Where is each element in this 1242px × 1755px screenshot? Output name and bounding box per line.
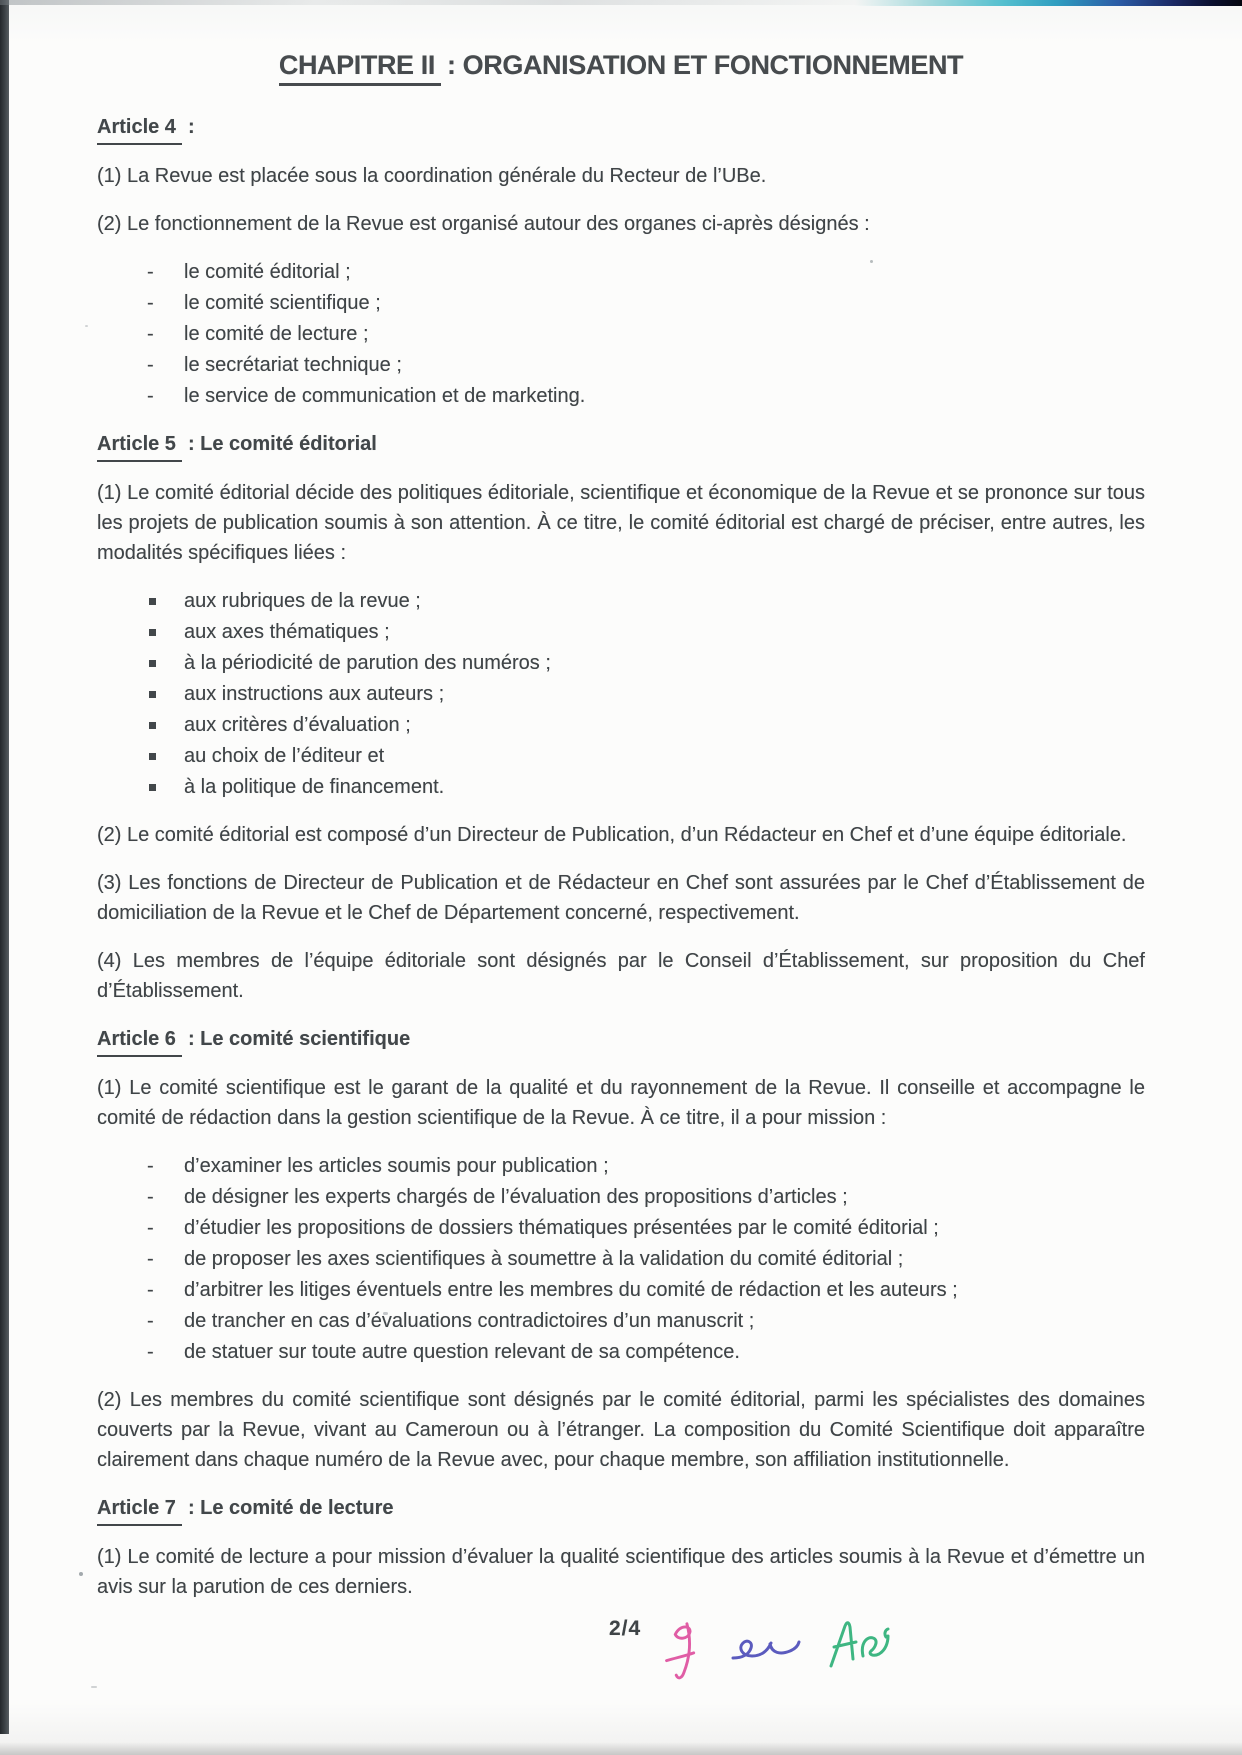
scan-speck — [79, 1572, 83, 1576]
article-4-paragraph-2: (2) Le fonctionnement de la Revue est organisé autour des organes ci-après désignés : — [97, 213, 870, 235]
chapter-title — [97, 48, 1145, 86]
article-5-list — [97, 586, 1145, 802]
article-7-heading-rest: : Le comité de lecture — [187, 1497, 394, 1519]
list-item — [97, 617, 1145, 647]
list-item-text: le secrétariat technique ; — [184, 354, 402, 376]
list-item-text: le comité scientifique ; — [184, 292, 381, 314]
chapter-title-underlined: CHAPITRE II — [279, 48, 441, 86]
list-item — [97, 381, 1145, 411]
article-6-paragraph-2: (2) Les membres du comité scientifique sont désignés par le comité éditorial, parmi les spécialistes des domaines couverts par la Revue, vivant au Cameroun ou à l’étranger. La composition du Comité Scientifique doit apparaître clairement dans chaque numéro de la Revue avec, pour chaque membre, son affiliation institutionnelle. — [97, 1389, 1145, 1471]
signature-green-icon — [823, 1612, 899, 1674]
list-item-text: de désigner les experts chargés de l’évaluation des propositions d’articles ; — [184, 1186, 848, 1208]
article-6 — [97, 1024, 1145, 1475]
list-item-text: aux critères d’évaluation ; — [184, 714, 411, 736]
list-item — [97, 319, 1145, 349]
list-item-text: aux axes thématiques ; — [184, 621, 390, 643]
page-number: 2/4 — [609, 1617, 642, 1640]
article-5-label: Article 5 — [97, 429, 182, 462]
list-item-text: le service de communication et de marketing. — [184, 385, 586, 407]
list-item — [97, 1213, 1145, 1243]
article-5-paragraph-4: (4) Les membres de l’équipe éditoriale sont désignés par le Conseil d’Établissement, sur proposition du Chef d’Établissement. — [97, 950, 1145, 1002]
chapter-title-rest: : ORGANISATION ET FONCTIONNEMENT — [446, 50, 964, 80]
scan-speck — [91, 1686, 97, 1688]
article-7 — [97, 1493, 1145, 1602]
list-item-text: à la politique de financement. — [184, 776, 445, 798]
list-item-text: aux instructions aux auteurs ; — [184, 683, 445, 705]
article-4-paragraph-1: (1) La Revue est placée sous la coordination générale du Recteur de l’UBe. — [97, 165, 767, 187]
list-item-text: le comité de lecture ; — [184, 323, 369, 345]
article-4 — [97, 112, 1145, 411]
article-6-list — [97, 1151, 1145, 1367]
scan-edge-top — [0, 0, 900, 5]
list-item-text: le comité éditorial ; — [184, 261, 351, 283]
list-item-text: aux rubriques de la revue ; — [184, 590, 421, 612]
signature-pink-icon — [661, 1616, 707, 1680]
list-item — [97, 741, 1145, 771]
article-4-label: Article 4 — [97, 112, 182, 145]
list-item — [97, 772, 1145, 802]
document-content — [97, 48, 1145, 1682]
list-item-text: au choix de l’éditeur et — [184, 745, 385, 767]
list-item — [97, 288, 1145, 318]
article-6-heading — [97, 1024, 1145, 1057]
article-5-paragraph-3: (3) Les fonctions de Directeur de Publication et de Rédacteur en Chef sont assurées par le Chef d’Établissement de domiciliation de la Revue et le Chef de Département concerné, respectivement. — [97, 872, 1145, 924]
article-5-paragraph-1: (1) Le comité éditorial décide des politiques éditoriale, scientifique et économique de la Revue et se prononce sur tous les projets de publication soumis à son attention. À ce titre, le comité éditorial est chargé de préciser, entre autres, les modalités spécifiques liées : — [97, 482, 1145, 564]
article-4-heading-rest: : — [187, 116, 195, 138]
list-item-text: de statuer sur toute autre question relevant de sa compétence. — [184, 1341, 740, 1363]
list-item-text: d’examiner les articles soumis pour publication ; — [184, 1155, 609, 1177]
article-6-label: Article 6 — [97, 1024, 182, 1057]
article-4-heading — [97, 112, 1145, 145]
list-item — [97, 257, 1145, 287]
scan-edge-left — [0, 0, 9, 1734]
article-5-heading — [97, 429, 1145, 462]
page-footer — [97, 1612, 1145, 1682]
scan-color-strip — [855, 0, 1242, 6]
article-6-heading-rest: : Le comité scientifique — [187, 1028, 411, 1050]
list-item-text: à la périodicité de parution des numéros ; — [184, 652, 551, 674]
list-item — [97, 1306, 1145, 1336]
list-item-text: d’arbitrer les litiges éventuels entre les membres du comité de rédaction et les auteurs ; — [184, 1279, 958, 1301]
list-item — [97, 350, 1145, 380]
article-7-heading — [97, 1493, 1145, 1526]
list-item-text: de proposer les axes scientifiques à soumettre à la validation du comité éditorial ; — [184, 1248, 904, 1270]
list-item — [97, 1244, 1145, 1274]
article-6-paragraph-1: (1) Le comité scientifique est le garant de la qualité et du rayonnement de la Revue. Il conseille et accompagne le comité de rédaction dans la gestion scientifique de la Revue. À ce titre, il a pour mission : — [97, 1077, 1145, 1129]
list-item — [97, 710, 1145, 740]
list-item — [97, 648, 1145, 678]
article-7-paragraph-1: (1) Le comité de lecture a pour mission d’évaluer la qualité scientifique des articles soumis à la Revue et d’émettre un avis sur la parution de ces derniers. — [97, 1546, 1145, 1598]
article-5-paragraph-2: (2) Le comité éditorial est composé d’un Directeur de Publication, d’un Rédacteur en Chef et d’une équipe éditoriale. — [97, 824, 1127, 846]
list-item-text: d’étudier les propositions de dossiers thématiques présentées par le comité éditorial ; — [184, 1217, 939, 1239]
list-item — [97, 1337, 1145, 1367]
list-item — [97, 679, 1145, 709]
list-item — [97, 1275, 1145, 1305]
list-item — [97, 1182, 1145, 1212]
signature-blue-icon — [727, 1622, 803, 1668]
article-5 — [97, 429, 1145, 1006]
article-5-heading-rest: : Le comité éditorial — [187, 433, 377, 455]
list-item — [97, 586, 1145, 616]
scan-edge-bottom — [0, 1742, 1242, 1755]
list-item-text: de trancher en cas d’évaluations contradictoires d’un manuscrit ; — [184, 1310, 755, 1332]
scan-speck — [85, 325, 88, 327]
list-item — [97, 1151, 1145, 1181]
article-7-label: Article 7 — [97, 1493, 182, 1526]
article-4-list — [97, 257, 1145, 411]
